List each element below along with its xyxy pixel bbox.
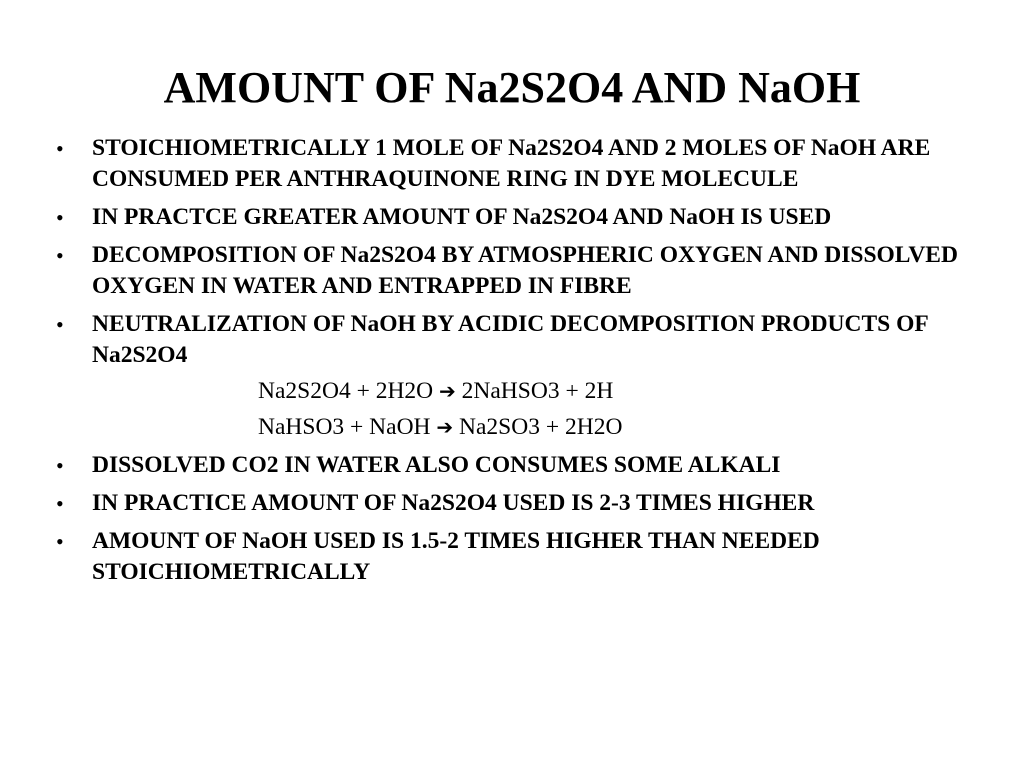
bullet-icon: •	[56, 491, 64, 516]
equation-line	[56, 376, 986, 407]
bullet-item	[56, 202, 986, 233]
bullet-item	[56, 450, 986, 481]
bullet-icon: •	[56, 136, 64, 161]
bullet-item	[56, 488, 986, 519]
bullet-item	[56, 526, 986, 588]
equation-products: 2NaHSO3 + 2H	[461, 378, 614, 404]
bullet-icon: •	[56, 312, 64, 337]
bullet-item	[56, 133, 986, 195]
bullet-text: NEUTRALIZATION OF NaOH BY ACIDIC DECOMPOSITION PRODUCTS OF Na2S2O4	[92, 311, 928, 368]
bullet-text: DISSOLVED CO2 IN WATER ALSO CONSUMES SOME ALKALI	[92, 452, 781, 478]
slide-title: AMOUNT OF Na2S2O4 AND NaOH	[163, 63, 861, 112]
bullet-text: IN PRACTCE GREATER AMOUNT OF Na2S2O4 AND NaOH IS USED	[92, 204, 832, 230]
bullet-text: DECOMPOSITION OF Na2S2O4 BY ATMOSPHERIC OXYGEN AND DISSOLVED OXYGEN IN WATER AND ENTRAPPED IN FIBRE	[92, 242, 958, 299]
bullet-list	[56, 133, 986, 595]
bullet-item	[56, 309, 986, 371]
bullet-icon: •	[56, 243, 64, 268]
right-arrow-icon: ➔	[436, 415, 454, 439]
bullet-text: IN PRACTICE AMOUNT OF Na2S2O4 USED IS 2-3 TIMES HIGHER	[92, 490, 815, 516]
right-arrow-icon: ➔	[439, 379, 456, 403]
bullet-icon: •	[56, 529, 64, 554]
bullet-icon: •	[56, 205, 64, 230]
equation-products: Na2SO3 + 2H2O	[459, 414, 623, 440]
equation-reactants: NaHSO3 + NaOH	[258, 414, 431, 440]
equation-line	[56, 412, 986, 443]
equation-reactants: Na2S2O4 + 2H2O	[258, 378, 434, 404]
bullet-item	[56, 240, 986, 302]
bullet-text: STOICHIOMETRICALLY 1 MOLE OF Na2S2O4 AND 2 MOLES OF NaOH ARE CONSUMED PER ANTHRAQUINONE RING IN DYE MOLECULE	[92, 135, 931, 192]
bullet-icon: •	[56, 453, 64, 478]
bullet-text: AMOUNT OF NaOH USED IS 1.5-2 TIMES HIGHER THAN NEEDED STOICHIOMETRICALLY	[92, 528, 820, 585]
